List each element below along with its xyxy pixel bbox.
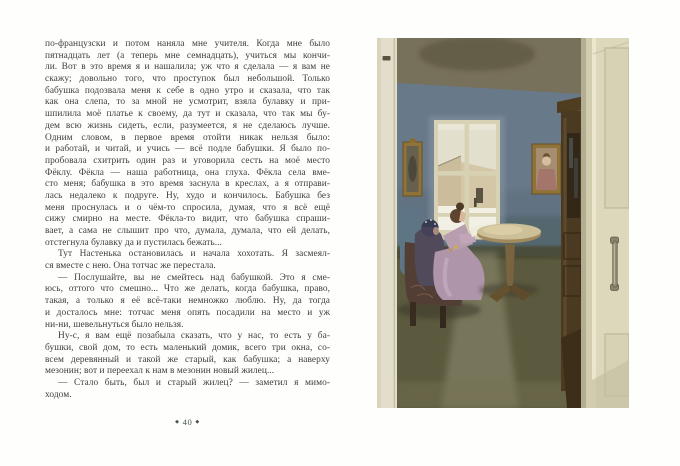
footer-ornament-left: ◆ (175, 419, 180, 426)
text-line: ли. Вот в это время я и нашалила; уж что я сделала — я вам не (45, 62, 330, 73)
text-line: скажу; довольно того, что проступок был небольшой. Только (45, 74, 330, 85)
text-line: ся вместе с нею. Она тотчас же перестала. (45, 261, 216, 272)
window-muntin-horizontal (438, 171, 496, 176)
armchair-leg (440, 306, 446, 328)
text-line: пятнадцать лет (а теперь мне семнадцать), учиться мы кончи- (45, 50, 330, 61)
text-line: лась недалеко к подруге. Ну, худо и кончилось. Бабушка без (45, 190, 330, 201)
text-line: и досталось мне: тотчас меня опять посадили на место и уж (45, 307, 330, 318)
text-line: вает, а сама не слышит про что, думала, думала, что ей делать, (45, 226, 330, 236)
portrait-left (403, 139, 422, 197)
text-line: и работай, и читай, и учись — всё подле бабушки. Я было по- (45, 144, 330, 155)
text-line: Тут Настенька остановилась и начала хохотать. Я засмеял- (58, 249, 330, 260)
text-line: сто меня; бабушка в это время заснула в креслах, а я отправи- (45, 179, 330, 190)
text-line: — Стало быть, был и старый жилец? — заметил я мимо- (58, 377, 330, 388)
open-door (581, 38, 629, 408)
text-line: такая, а только я её всё-таки немножко люблю. Ну, да тогда (45, 296, 330, 307)
footer-ornament-right: ◆ (195, 419, 200, 426)
door-panel-upper (605, 48, 629, 208)
text-line: сижу смирно на месте. Фёкла-то видит, что бабушка спраши- (45, 214, 330, 225)
text-line: бабушка подозвала меня к себе в одно утро и сказала, что так (45, 85, 330, 96)
text-line: бушки, свой дом, то есть маленький домик, всего три окна, со- (45, 342, 330, 353)
nastenka-hair-bun (456, 203, 464, 211)
page-number: 40 (182, 417, 193, 427)
text-line: пробовала схитрить один раз и уговорила сесть на моё место (45, 155, 330, 166)
text-line: всем деревянный и такой же старый, как бабушка; а наверху (45, 354, 330, 365)
latch-plate (383, 56, 391, 61)
window (429, 116, 505, 240)
illustration-canvas (377, 38, 629, 408)
text-line: Фёклу. Фёкла — наша работница, она глуха. Фёкла села вме- (45, 167, 330, 178)
text-line: меня проснулась и о чём-то спросила, думая, что я всё ещё (45, 202, 330, 213)
text-line: — Послушайте, вы не смейтесь над бабушкой. Это я сме- (58, 272, 330, 283)
text-line: дем всю жизнь сидеть, если, разумеется, я не сделаюсь лучше. (45, 120, 330, 131)
cabinet (557, 96, 585, 408)
text-line: ни-ни, шевельнуться было нельзя. (45, 319, 184, 330)
book-illustration (377, 38, 629, 408)
text-line: Ну-с, я вам ещё позабыла сказать, что у нас, то есть у ба- (58, 331, 330, 342)
text-line: мезонин; вот и переехал к нам в мезонин новый жилец... (45, 366, 275, 377)
page-footer (45, 417, 330, 427)
text-line: шпилила моё платье к своему, да тут и сказала, что так мы бу- (45, 109, 330, 120)
text-line: ходом. (45, 389, 72, 400)
text-line: как она слепа, то за мной не усмотрит, взяла булавку и при- (45, 97, 330, 108)
text-line: Одним словом, в первое время отойти никак нельзя было: (45, 132, 330, 143)
left-doorframe (377, 38, 397, 408)
text-line: отстегнула булавку да и пустилась бежать... (45, 237, 222, 248)
text-line: юсь, оттого что смешно... Что же делать, когда бабушка, право, (45, 284, 330, 295)
text-line: по-французски и потом наняла мне учителя. Когда мне было (45, 39, 330, 49)
armchair-leg (410, 302, 416, 326)
text-column (45, 39, 330, 401)
room-interior (397, 38, 592, 408)
portrait-right (532, 144, 561, 194)
